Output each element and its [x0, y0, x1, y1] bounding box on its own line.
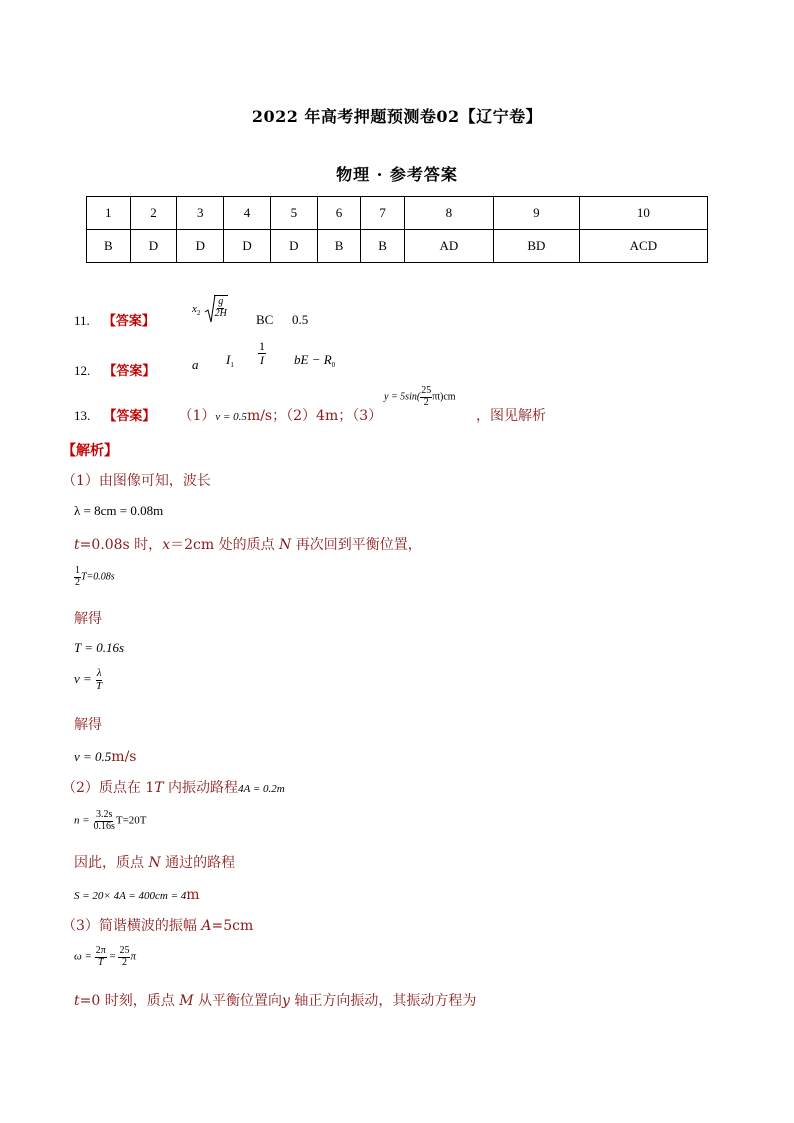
table-cell-answer: D [270, 230, 317, 263]
solve-label-1: 解得 [74, 611, 102, 627]
table-cell-question-number: 1 [87, 197, 131, 230]
q11-line [74, 310, 155, 329]
l6-text1: =0 时刻，质点 [79, 993, 180, 1009]
l2-text1: =0.08s 时， [79, 537, 163, 553]
q11-frac [214, 295, 228, 319]
l6-text2: 从平衡位置向 [193, 993, 282, 1009]
table-cell-answer: B [317, 230, 361, 263]
eq8-den: T [97, 956, 104, 968]
q12-line [74, 360, 155, 379]
q13-frac-num: 25 [421, 385, 432, 396]
l3-eq: 4A = 0.2m [238, 783, 285, 795]
table-cell-question-number: 3 [177, 197, 224, 230]
eq2-rest: T=0.08s [81, 571, 115, 583]
eq7-value: S = 20× 4A = 400cm = 4 [74, 890, 187, 902]
q12-I-sub: 1 [230, 361, 234, 369]
eq-half-period [74, 566, 115, 588]
l3-T: T [154, 780, 164, 796]
table-cell-question-number: 2 [130, 197, 177, 230]
analysis-line-3 [62, 777, 285, 797]
q12-I1 [226, 352, 234, 368]
table-cell-answer: D [130, 230, 177, 263]
q13-answer-label: 【答案】 [103, 409, 156, 424]
analysis-heading: 【解析】 [62, 443, 118, 459]
table-cell-question-number: 4 [224, 197, 271, 230]
eq-count [74, 810, 147, 832]
q13-y-post: πt)cm [432, 391, 456, 403]
eq-velocity [74, 746, 136, 765]
q11-frac-den: 2H [214, 307, 227, 319]
eq-wavelength: λ = 8cm = 0.08m [74, 503, 164, 518]
q12-I: I [226, 352, 231, 367]
q11-x: x [192, 302, 197, 315]
l6-y: y [281, 993, 290, 1009]
eq5-value: v = 0.5 [74, 749, 112, 764]
analysis-line-1: （1）由图像可知，波长 [62, 473, 211, 489]
eq4-lhs: v = [74, 671, 92, 687]
eq8-den2: 2 [121, 956, 127, 968]
eq6-num: 3.2s [95, 809, 113, 820]
table-cell-question-number: 6 [317, 197, 361, 230]
q11-answer-label: 【答案】 [102, 314, 155, 329]
q12-number: 12. [74, 363, 91, 378]
l2-text2: ＝2cm 处的质点 [170, 537, 280, 553]
l6-M: M [179, 993, 194, 1009]
answer-table [86, 196, 708, 263]
q12-frac-num: 1 [259, 339, 265, 353]
q13-y-pre: y = 5sin( [384, 391, 421, 403]
q13-v: v = 0.5 [215, 411, 247, 423]
table-cell-answer: D [224, 230, 271, 263]
table-cell-answer: AD [404, 230, 493, 263]
table-row-numbers [87, 197, 708, 230]
l5-A: A [201, 918, 212, 934]
table-cell-answer: ACD [579, 230, 707, 263]
l5-text1: （3）简谐横波的振幅 [62, 918, 202, 934]
eq8-pi: π [130, 950, 136, 963]
q11-x-sub: 2 [196, 308, 201, 317]
solve-label-2: 解得 [74, 717, 102, 733]
q12-answer-label: 【答案】 [103, 364, 156, 379]
q13-frac-den: 2 [423, 396, 429, 408]
l4-text2: 通过的路程 [160, 855, 236, 871]
q13-number: 13. [74, 408, 91, 423]
q12-R-sub: 0 [331, 361, 336, 369]
eq-path [74, 884, 200, 903]
l2-N: N [279, 537, 292, 553]
eq8-num2: 25 [119, 945, 130, 956]
table-cell-answer: D [177, 230, 224, 263]
eq-period: T = 0.16s [74, 640, 125, 655]
q13-y-formula [384, 386, 456, 408]
eq4-num: λ [96, 667, 102, 679]
q11-formula [192, 294, 228, 324]
l6-t: t [74, 993, 80, 1009]
q13-tail: ，图见解析 [476, 408, 546, 424]
table-cell-question-number: 7 [361, 197, 405, 230]
l4-N: N [148, 855, 161, 871]
table-cell-answer: BD [493, 230, 579, 263]
analysis-line-2 [74, 534, 422, 554]
l5-text2: =5cm [211, 918, 254, 934]
q13-part1: （1） [178, 408, 216, 424]
q13-parts23: ；（2）4m；（3） [272, 408, 383, 424]
analysis-line-4 [74, 852, 235, 872]
l2-t: t [74, 537, 80, 553]
eq6-rest: T=20T [115, 814, 147, 827]
table-cell-question-number: 9 [493, 197, 579, 230]
table-cell-question-number: 5 [270, 197, 317, 230]
eq7-unit: m [186, 887, 200, 903]
q12-frac-den: I [260, 352, 264, 367]
q12-bE [294, 352, 335, 368]
eq-velocity-def [74, 668, 103, 692]
analysis-line-6 [74, 990, 476, 1010]
q12-a: a [192, 357, 199, 372]
page-title: 2022 年高考押题预测卷02【辽宁卷】 [251, 107, 543, 126]
q13-v-unit: m/s [246, 408, 273, 424]
table-row-answers [87, 230, 708, 263]
eq5-unit: m/s [111, 749, 137, 765]
eq-omega [74, 946, 136, 968]
q11-number: 11. [74, 313, 90, 328]
eq8-eq: = [109, 950, 116, 963]
l3-text1: （2）质点在 1 [62, 780, 155, 796]
l6-text3: 轴正方向振动，其振动方程为 [289, 993, 477, 1009]
q12-frac [258, 340, 266, 366]
table-cell-answer: B [361, 230, 405, 263]
page-subtitle: 物理 · 参考答案 [336, 165, 458, 184]
q13-line [74, 405, 382, 425]
l2-text3: 再次回到平衡位置， [291, 537, 422, 553]
table-cell-answer: B [87, 230, 131, 263]
eq2-num: 1 [75, 565, 80, 576]
eq6-lhs: n = [74, 814, 90, 827]
eq2-den: 2 [75, 576, 80, 588]
q11-answer-value: 0.5 [292, 312, 309, 327]
eq6-den: 0.16s [93, 820, 115, 832]
table-cell-question-number: 10 [579, 197, 707, 230]
analysis-line-5 [62, 915, 253, 935]
eq8-num: 2π [95, 945, 106, 956]
l4-text1: 因此，质点 [74, 855, 149, 871]
table-cell-question-number: 8 [404, 197, 493, 230]
q11-frac-num: g [218, 296, 224, 307]
q11-answer-bc: BC [256, 312, 274, 327]
q12-bE-text: bE − R [294, 352, 332, 367]
l3-text2: 内振动路程 [163, 780, 239, 796]
eq4-den: T [96, 679, 103, 692]
l2-x: x [162, 537, 171, 553]
eq8-lhs: ω = [74, 950, 92, 963]
